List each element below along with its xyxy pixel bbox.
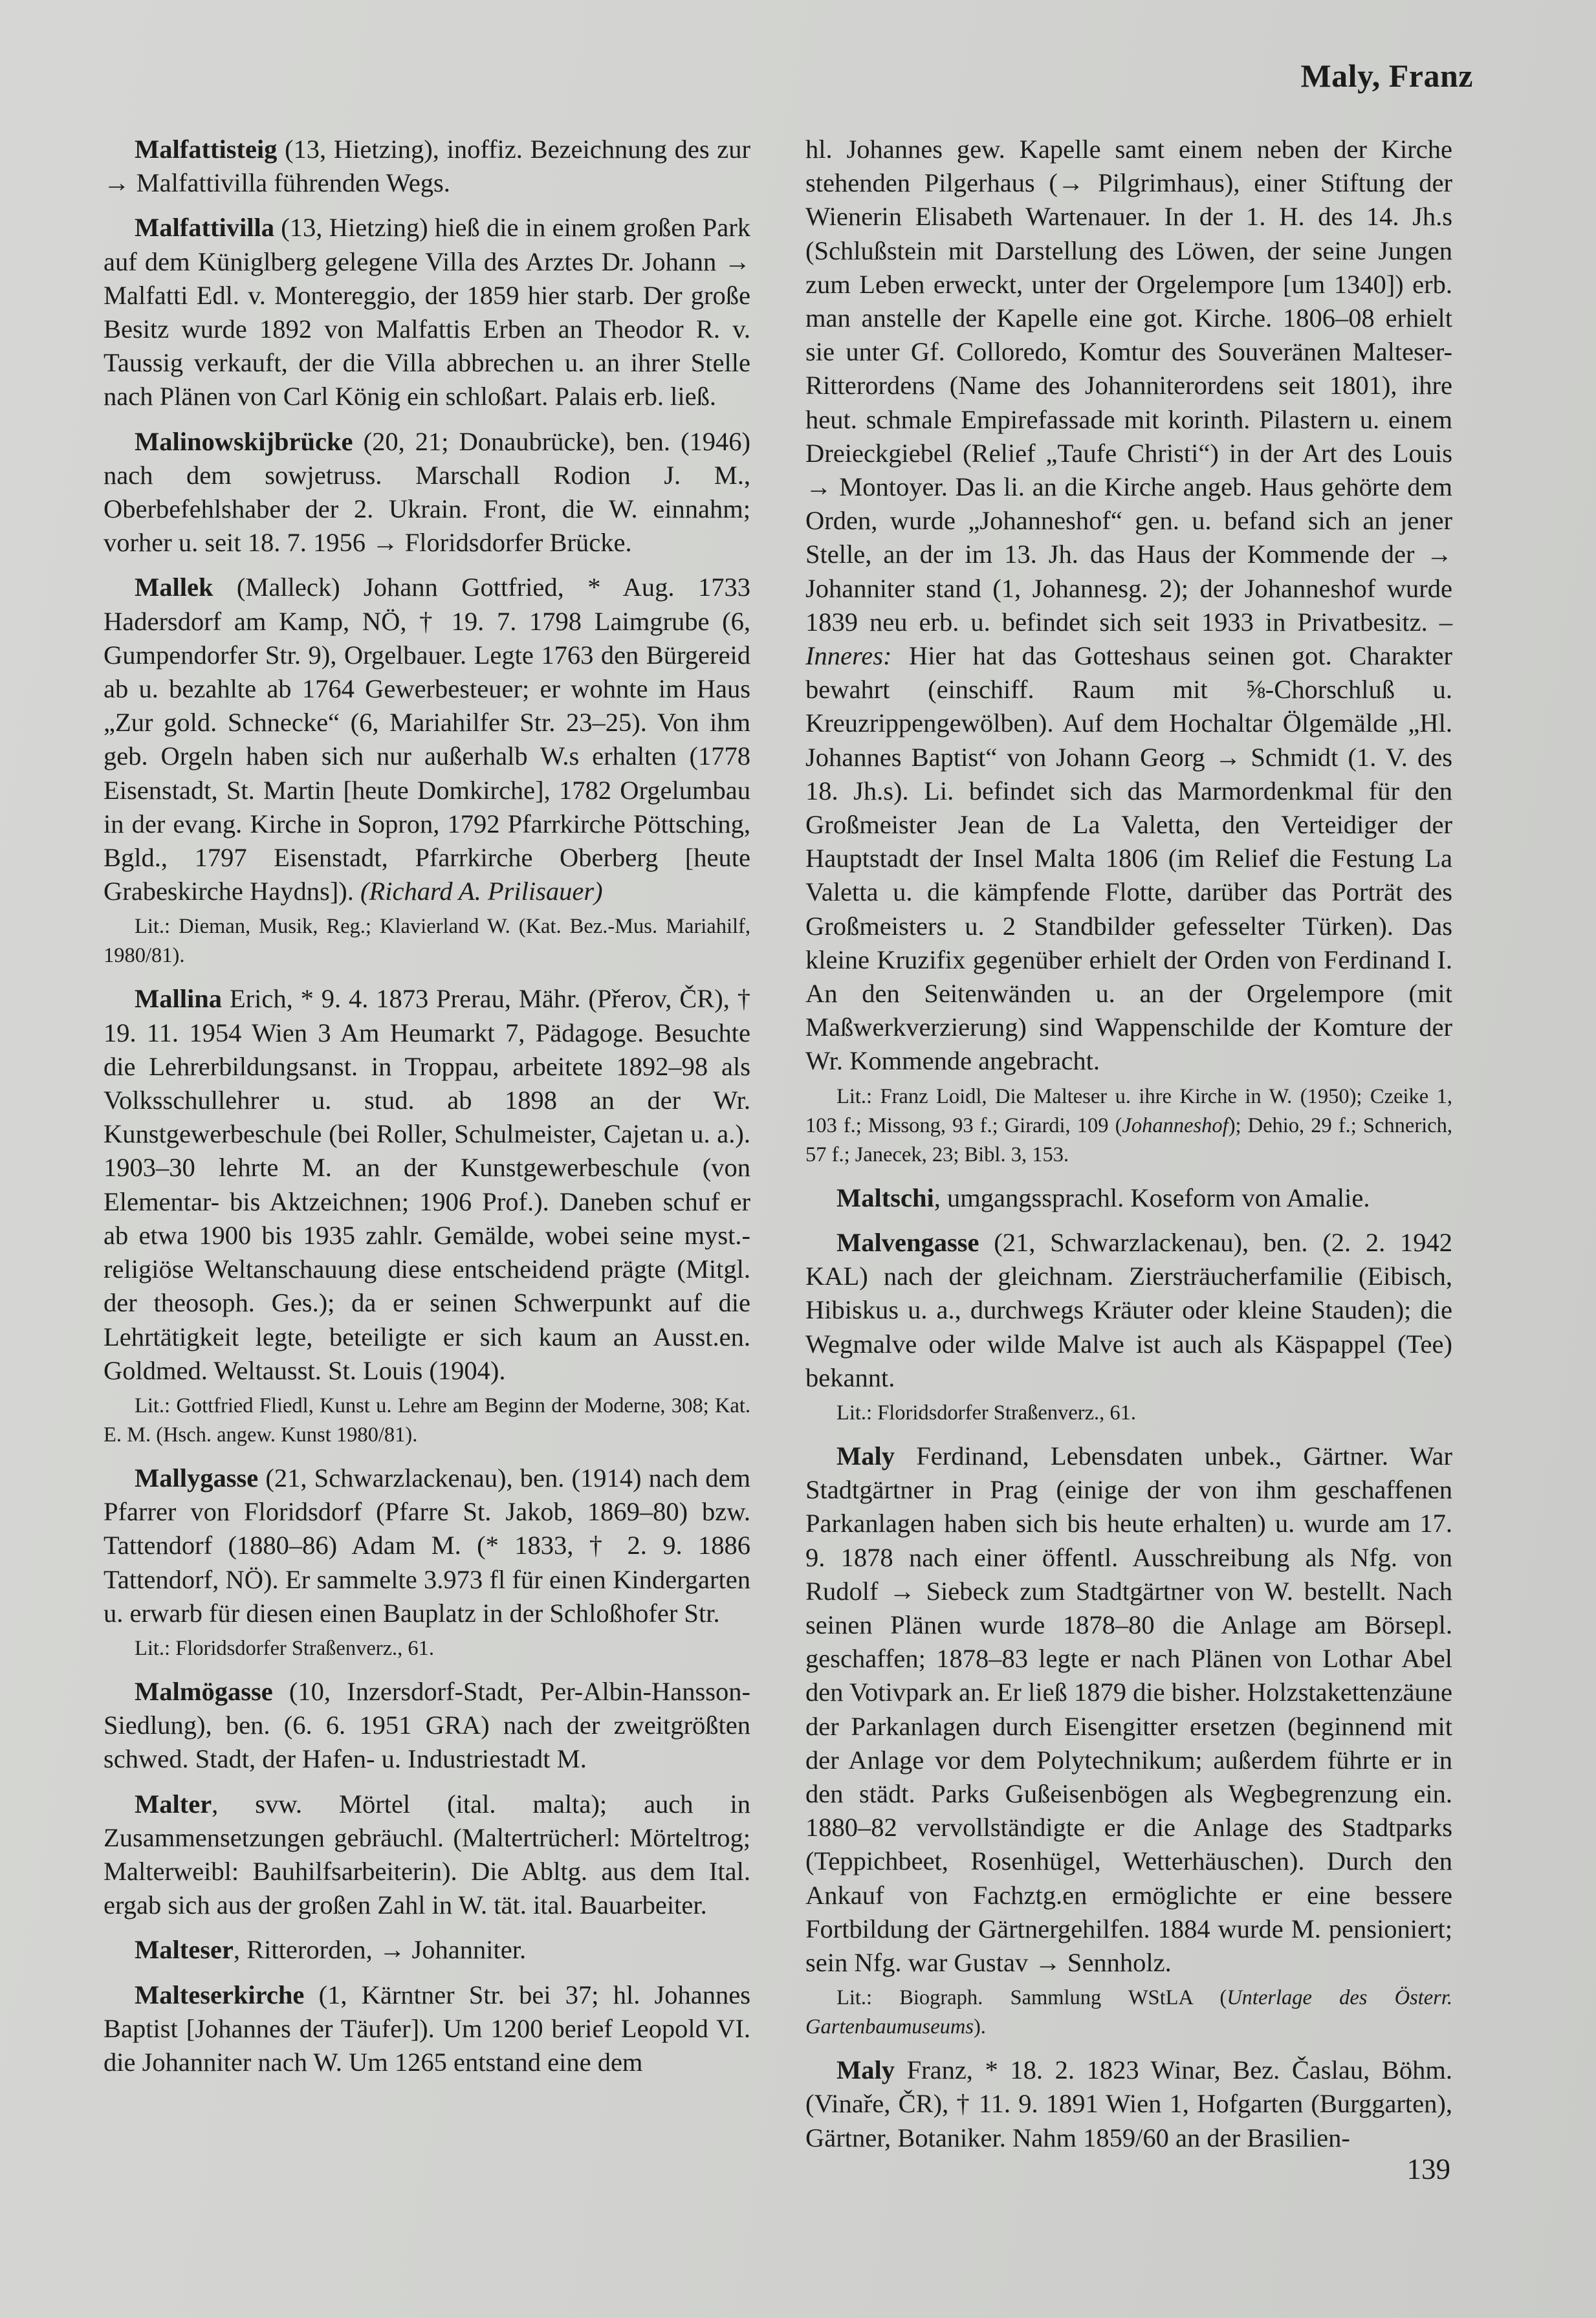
entry-malteserkirche (104, 1978, 750, 2080)
entry-malteserkirche-continued (805, 133, 1452, 1078)
entry-malfattisteig (104, 133, 750, 200)
entry-malinowskijbruecke (104, 425, 750, 560)
left-column (104, 133, 750, 2090)
entry-term: Malvengasse (836, 1227, 979, 1257)
entry-term: Malfattivilla (135, 213, 274, 243)
entry-term: Malfattisteig (135, 135, 278, 164)
entry-term: Mallek (135, 573, 213, 602)
entry-mallygasse (104, 1461, 750, 1630)
entry-malvengasse (805, 1226, 1452, 1395)
entry-text: , umgangssprachl. Koseform von Amalie. (934, 1183, 1370, 1212)
entry-malmoegasse (104, 1675, 750, 1777)
entry-text: (21, Schwarzlackenau), ben. (2. 2. 1942 KAL) nach der gleichnam. Ziersträucherfamilie (Eibisch, Hibiskus u. a., durchwegs Kräuter oder kleine Stauden); die Wegmalve oder wilde Malve ist auch als Käspappel (Tee) bekannt. (805, 1227, 1452, 1392)
literature-note (805, 1984, 1452, 2042)
entry-malfattivilla (104, 211, 750, 413)
entry-text: (21, Schwarzlackenau), ben. (1914) nach dem Pfarrer von Floridsdorf (Pfarre St. Jakob, 1869–80) bzw. Tattendorf (1880–86) Adam M. (* 1833, † 2. 9. 1886 Tattendorf, NÖ). Er sammelte 3.973 fl für einen Kindergarten u. erwarb für diesen einen Bauplatz in der Schloßhofer Str. (104, 1463, 750, 1628)
entry-term: Malter (135, 1789, 212, 1819)
entry-maly-franz (805, 2053, 1452, 2155)
entry-text: Hier hat das Gotteshaus seinen got. Charakter bewahrt (einschiff. Raum mit ⅝-Chorschluß u. Kreuzrippengewölben). Auf dem Hochaltar Ölgemälde „Hl. Johannes Baptist“ von Johann Georg → Schmidt (1. V. des 18. Jh.s). Li. befindet sich das Marmordenkmal für den Großmeister Jean de La Valetta, den Verteidiger der Hauptstadt der Insel Malta 1806 (im Relief die Festung La Valetta u. die kämpfende Flotte, darüber das Porträt des Großmeisters u. 2 Standbilder gefesselter Türken). Das kleine Kruzifix gegenüber erhielt der Orden von Ferdinand I. An den Seitenwänden u. an der Orgelempore (mit Maßwerkverzierung) sind Wappenschilde der Komture der Wr. Kommende angebracht. (805, 641, 1452, 1076)
lit-text: ); Dehio, 29 f.; Schnerich, 57 f.; Janecek, 23; Bibl. 3, 153. (805, 1113, 1452, 1166)
entry-text: (13, Hietzing) hieß die in einem großen Park auf dem Küniglberg gelegene Villa des Arztes Dr. Johann → Malfatti Edl. v. Montereggio, der 1859 hier starb. Der große Besitz wurde 1892 von Malfattis Erben an Theodor R. v. Taussig verkauft, der die Villa abbrechen u. an ihrer Stelle nach Plänen von Carl König ein schloßart. Palais erb. ließ. (104, 213, 750, 411)
literature-note: Lit.: Floridsdorfer Straßenverz., 61. (836, 1401, 1137, 1425)
entry-maly-ferdinand (805, 1439, 1452, 1980)
entry-maltschi (805, 1181, 1452, 1215)
right-column (805, 133, 1452, 2166)
entry-text: (Malleck) Johann Gottfried, * Aug. 1733 Hadersdorf am Kamp, NÖ, † 19. 7. 1798 Laimgrube (6, Gumpendorfer Str. 9), Orgelbauer. Legte 1763 den Bürgereid ab u. bezahlte ab 1764 Gewerbesteuer; er wohnte im Haus „Zur gold. Schnecke“ (6, Mariahilfer Str. 23–25). Von ihm geb. Orgeln haben sich nur außerhalb W.s erhalten (1778 Eisenstadt, St. Martin [heute Domkirche], 1782 Orgelumbau in der evang. Kirche in Sopron, 1792 Pfarrkirche Pöttsching, Bgld., 1797 Eisenstadt, Pfarrkirche Oberberg [heute Grabeskirche Haydns]). (104, 573, 750, 906)
entry-term: Maltschi (836, 1183, 934, 1212)
entry-malteser (104, 1933, 750, 1967)
entry-term: Malmögasse (135, 1676, 273, 1706)
entry-text: , Ritterorden, → Johanniter. (233, 1935, 527, 1965)
section-label-inneres: Inneres: (805, 641, 892, 671)
entry-mallina (104, 982, 750, 1387)
entry-text: (10, Inzersdorf-Stadt, Per-Albin-Hansson-Siedlung), ben. (6. 6. 1951 GRA) nach der zweitgrößten schwed. Stadt, der Hafen- u. Industriestadt M. (104, 1676, 750, 1774)
entry-term: Malinowskijbrücke (135, 426, 353, 456)
literature-note (805, 1082, 1452, 1170)
entry-text: hl. Johannes gew. Kapelle samt einem neben der Kirche stehenden Pilgerhaus (→ Pilgrimhaus), einer Stiftung der Wienerin Elisabeth Wartenauer. In der 1. H. des 14. Jh.s (Schlußstein mit Darstellung des Löwen, der seine Jungen zum Leben erweckt, unter der Orgelempore [um 1340]) erb. man anstelle der Kapelle eine got. Kirche. 1806–08 erhielt sie unter Gf. Colloredo, Komtur des Souveränen Malteser-Ritterordens (Name des Johanniterordens seit 1801), ihre heut. schmale Empirefassade mit korinth. Pilastern u. einem Dreieckgiebel (Relief „Taufe Christi“) in der Art des Louis → Montoyer. Das li. an die Kirche angeb. Haus gehörte dem Orden, wurde „Johanneshof“ gen. u. befand sich an jener Stelle, an der im 13. Jh. das Haus der Kommende der → Johanniter stand (1, Johannesg. 2); der Johanneshof wurde 1839 neu erb. u. befindet sich seit 1933 in Privatbesitz. – (805, 135, 1452, 637)
entry-term: Mallina (135, 984, 223, 1014)
literature-note: Lit.: Gottfried Fliedl, Kunst u. Lehre am Beginn der Moderne, 308; Kat. E. M. (Hsch. angew. Kunst 1980/81). (104, 1394, 750, 1447)
entry-text: (20, 21; Donaubrücke), ben. (1946) nach dem sowjetruss. Marschall Rodion J. M., Oberbefehlshaber der 2. Ukrain. Front, die W. einnahm; vorher u. seit 18. 7. 1956 → Floridsdorfer Brücke. (104, 426, 750, 558)
page-number: 139 (1406, 2153, 1450, 2185)
lit-italic: Johanneshof (1122, 1113, 1229, 1137)
lit-text: Lit.: Franz Loidl, Die Malteser u. ihre Kirche in W. (1950); Czeike 1, 103 f.; Missong, 93 f.; Girardi, 109 ( (805, 1084, 1452, 1137)
entry-term: Mallygasse (135, 1463, 259, 1492)
entry-malter (104, 1788, 750, 1923)
entry-term: Malteserkirche (135, 1980, 305, 2009)
entry-mallek (104, 571, 750, 908)
entry-term: Malteser (135, 1935, 234, 1965)
entry-text: , svw. Mörtel (ital. malta); auch in Zusammensetzungen gebräuchl. (Maltertrücherl: Mörteltrog; Malterweibl: Bauhilfsarbeiterin). Die Abltg. aus dem Ital. ergab sich aus der großen Zahl in W. tät. ital. Bauarbeiter. (104, 1789, 750, 1920)
entry-text: Franz, * 18. 2. 1823 Winar, Bez. Časlau, Böhm. (Vinaře, ČR), † 11. 9. 1891 Wien 1, Hofgarten (Burggarten), Gärtner, Botaniker. Nahm 1859/60 an der Brasilien- (805, 2055, 1452, 2152)
entry-text: Erich, * 9. 4. 1873 Prerau, Mähr. (Přerov, ČR), † 19. 11. 1954 Wien 3 Am Heumarkt 7, Pädagoge. Besuchte die Lehrerbildungsanst. in Troppau, arbeitete 1892–98 als Volksschullehrer u. stud. ab 1898 an der Wr. Kunstgewerbeschule (bei Roller, Schulmeister, Cajetan u. a.). 1903–30 lehrte M. an der Kunstgewerbeschule (von Elementar- bis Aktzeichnen; 1906 Prof.). Daneben schuf er ab etwa 1900 bis 1935 zahlr. Gemälde, wobei seine myst.-religiöse Weltanschauung diese entscheidend prägte (Mitgl. der theosoph. Ges.); da er seinen Schwerpunkt auf die Lehrtätigkeit legte, beteiligte er sich kaum an Ausst.en. Goldmed. Weltausst. St. Louis (1904). (104, 984, 750, 1385)
running-header: Maly, Franz (1300, 58, 1473, 94)
entry-text: (13, Hietzing), inoffiz. Bezeichnung des zur → Malfattivilla führenden Wegs. (104, 135, 750, 198)
entry-author: (Richard A. Prilisauer) (360, 877, 603, 906)
entry-text: (1, Kärntner Str. bei 37; hl. Johannes Baptist [Johannes der Täufer]). Um 1200 berief Leopold VI. die Johanniter nach W. Um 1265 entstand eine dem (104, 1980, 750, 2077)
literature-note: Lit.: Dieman, Musik, Reg.; Klavierland W. (Kat. Bez.-Mus. Mariahilf, 1980/81). (104, 915, 750, 968)
entry-term: Maly (836, 2055, 895, 2085)
lit-text: ). (973, 2015, 986, 2039)
lit-italic: Unterlage des Österr. Gartenbaumuseums (805, 1986, 1453, 2039)
entry-text: Ferdinand, Lebensdaten unbek., Gärtner. War Stadtgärtner in Prag (einige der von ihm geschaffenen Parkanlagen haben sich bis heute erhalten) u. wurde am 17. 9. 1878 nach einer öffentl. Ausschreibung als Nfg. von Rudolf → Siebeck zum Stadtgärtner von W. bestellt. Nach seinen Plänen wurde 1878–80 die Anlage am Börsepl. geschaffen; 1878–83 legte er nach Plänen von Lothar Abel den Votivpark an. Er ließ 1879 die bisher. Holzstakettenzäune der Parkanlagen durch Eisengitter ersetzen (beginnend mit der Anlage vor dem Polytechnikum; außerdem führte er in den städt. Parks Gußeisenbögen als Wegbegrenzung ein. 1880–82 vervollständigte er die Anlage des Stadtparks (Teppichbeet, Rosenhügel, Wetterhäuschen). Durch den Ankauf von Fachztg.en ermöglichte er eine bessere Fortbildung der Gärtnergehilfen. 1884 wurde M. pensioniert; sein Nfg. war Gustav → Sennholz. (805, 1441, 1452, 1977)
entry-term: Maly (836, 1441, 895, 1471)
literature-note: Lit.: Floridsdorfer Straßenverz., 61. (135, 1636, 435, 1660)
lit-text: Lit.: Biograph. Sammlung WStLA ( (836, 1986, 1227, 2010)
